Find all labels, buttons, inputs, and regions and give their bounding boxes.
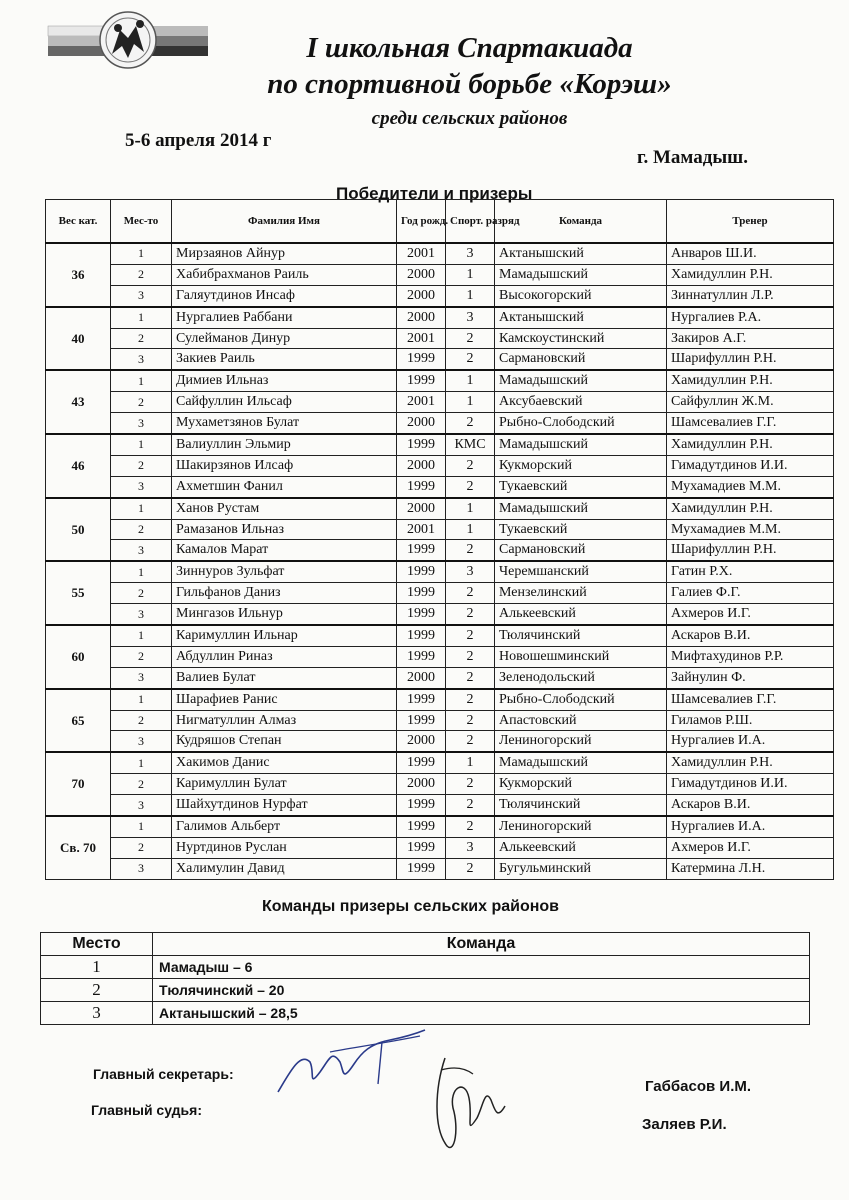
winner-place: 2 [111,328,172,349]
winner-place: 1 [111,561,172,582]
winner-rank: 2 [446,816,495,837]
teams-body [41,956,810,1025]
winner-rank: 2 [446,540,495,561]
winner-coach: Нургалиев И.А. [667,816,834,837]
winner-team: Высокогорский [495,285,667,306]
winner-rank: 1 [446,264,495,285]
winner-row [46,667,834,688]
winner-team: Сармановский [495,349,667,370]
winner-rank: 3 [446,243,495,264]
teams-title: Команды призеры сельских районов [262,898,560,915]
winner-row [46,243,834,264]
winner-row [46,392,834,413]
winner-row [46,731,834,752]
winner-team: Рыбно-Слободский [495,413,667,434]
winner-team: Аксубаевский [495,392,667,413]
winner-name: Мингазов Ильнур [172,604,397,625]
winner-row [46,795,834,816]
weight-category: 36 [46,243,111,307]
winner-year: 2000 [397,731,446,752]
winner-team: Мамадышский [495,498,667,519]
winner-row [46,646,834,667]
judge-label: Главный судья: [91,1102,202,1118]
team-row [41,956,810,979]
winner-year: 1999 [397,837,446,858]
winner-year: 2001 [397,328,446,349]
winner-year: 1999 [397,710,446,731]
winner-name: Ахметшин Фанил [172,476,397,497]
winner-place: 3 [111,476,172,497]
winner-coach: Шамсевалиев Г.Г. [667,689,834,710]
winner-name: Закиев Раиль [172,349,397,370]
winner-place: 1 [111,370,172,391]
winner-year: 1999 [397,858,446,879]
winner-coach: Шарифуллин Р.Н. [667,540,834,561]
winner-rank: 3 [446,837,495,858]
winner-rank: 3 [446,307,495,328]
weight-category: 60 [46,625,111,689]
winner-rank: 1 [446,519,495,540]
weight-category: 55 [46,561,111,625]
winner-team: Мамадышский [495,434,667,455]
winner-row [46,561,834,582]
winner-team: Тюлячинский [495,795,667,816]
winner-team: Рыбно-Слободский [495,689,667,710]
winner-rank: КМС [446,434,495,455]
winner-team: Алькеевский [495,604,667,625]
winner-name: Кудряшов Степан [172,731,397,752]
winner-team: Алькеевский [495,837,667,858]
winner-coach: Мухамадиев М.М. [667,519,834,540]
winner-name: Мухаметзянов Булат [172,413,397,434]
winner-rank: 2 [446,413,495,434]
winner-name: Шайхутдинов Нурфат [172,795,397,816]
winner-team: Мензелинский [495,583,667,604]
winner-row [46,264,834,285]
winner-row [46,370,834,391]
winner-team: Тюлячинский [495,625,667,646]
winner-coach: Сайфуллин Ж.М. [667,392,834,413]
winner-coach: Зиннатуллин Л.Р. [667,285,834,306]
winner-year: 1999 [397,604,446,625]
winner-name: Нуртдинов Руслан [172,837,397,858]
winner-row [46,519,834,540]
winner-coach: Ахмеров И.Г. [667,604,834,625]
winner-place: 3 [111,795,172,816]
winner-year: 1999 [397,370,446,391]
winner-coach: Гимадутдинов И.И. [667,455,834,476]
weight-category: Св. 70 [46,816,111,879]
winner-year: 2001 [397,243,446,264]
winner-coach: Шамсевалиев Г.Г. [667,413,834,434]
winner-rank: 2 [446,646,495,667]
winner-row [46,413,834,434]
winner-name: Халимулин Давид [172,858,397,879]
winner-rank: 2 [446,858,495,879]
winner-name: Валиуллин Эльмир [172,434,397,455]
winner-place: 3 [111,413,172,434]
winner-place: 1 [111,752,172,773]
winner-coach: Нургалиев Р.А. [667,307,834,328]
col-coach: Тренер [667,200,834,244]
winner-place: 2 [111,392,172,413]
winners-header-row [46,200,834,244]
winner-row [46,689,834,710]
winner-name: Каримуллин Булат [172,774,397,795]
winner-year: 2000 [397,498,446,519]
winner-place: 1 [111,816,172,837]
secretary-name: Габбасов И.М. [645,1078,752,1095]
winner-year: 1999 [397,561,446,582]
winner-team: Камскоустинский [495,328,667,349]
col-place: Мес-то [111,200,172,244]
winner-year: 2001 [397,519,446,540]
winner-row [46,328,834,349]
winner-year: 2000 [397,413,446,434]
winner-team: Кукморский [495,774,667,795]
winner-year: 2000 [397,307,446,328]
winner-name: Зиннуров Зульфат [172,561,397,582]
winner-place: 2 [111,646,172,667]
weight-category: 43 [46,370,111,434]
teams-col-place: Место [41,933,153,956]
winner-place: 1 [111,498,172,519]
winner-place: 3 [111,540,172,561]
weight-category: 65 [46,689,111,753]
winner-name: Димиев Ильназ [172,370,397,391]
winner-team: Лениногорский [495,731,667,752]
winner-row [46,816,834,837]
winner-coach: Гатин Р.Х. [667,561,834,582]
winner-team: Мамадышский [495,264,667,285]
winner-coach: Гиламов Р.Ш. [667,710,834,731]
winner-rank: 3 [446,561,495,582]
winner-row [46,434,834,455]
winner-year: 1999 [397,434,446,455]
team-place: 1 [41,956,153,979]
winner-name: Рамазанов Ильназ [172,519,397,540]
title-line-1: I школьная Спартакиада [306,32,633,64]
winner-row [46,774,834,795]
winner-rank: 2 [446,710,495,731]
winners-title: Победители и призеры [336,184,533,203]
winner-team: Мамадышский [495,752,667,773]
winner-place: 2 [111,774,172,795]
winner-year: 1999 [397,816,446,837]
winner-coach: Галиев Ф.Г. [667,583,834,604]
winner-coach: Закиров А.Г. [667,328,834,349]
winners-body [46,243,834,879]
winner-name: Каримуллин Ильнар [172,625,397,646]
team-name: Актанышский – 28,5 [153,1002,810,1025]
team-place: 2 [41,979,153,1002]
team-place: 3 [41,1002,153,1025]
winner-row [46,625,834,646]
winner-row [46,498,834,519]
winner-rank: 2 [446,455,495,476]
winner-rank: 2 [446,795,495,816]
winner-row [46,604,834,625]
winner-team: Тукаевский [495,476,667,497]
winner-rank: 2 [446,604,495,625]
winner-name: Ханов Рустам [172,498,397,519]
judge-name: Заляев Р.И. [642,1116,727,1133]
winner-team: Актанышский [495,307,667,328]
teams-col-team: Команда [153,933,810,956]
winner-coach: Хамидуллин Р.Н. [667,264,834,285]
winner-coach: Шарифуллин Р.Н. [667,349,834,370]
winner-rank: 2 [446,583,495,604]
winner-coach: Хамидуллин Р.Н. [667,498,834,519]
winner-year: 1999 [397,795,446,816]
winner-rank: 2 [446,328,495,349]
winner-name: Абдуллин Риназ [172,646,397,667]
winner-team: Зеленодольский [495,667,667,688]
winner-row [46,540,834,561]
winners-table [45,199,834,880]
winner-team: Мамадышский [495,370,667,391]
winner-row [46,752,834,773]
winner-coach: Хамидуллин Р.Н. [667,370,834,391]
col-name: Фамилия Имя [172,200,397,244]
winner-year: 2000 [397,667,446,688]
winner-rank: 2 [446,349,495,370]
winner-team: Лениногорский [495,816,667,837]
event-city: г. Мамадыш. [637,147,748,168]
winner-team: Черемшанский [495,561,667,582]
winner-coach: Нургалиев И.А. [667,731,834,752]
winner-coach: Гимадутдинов И.И. [667,774,834,795]
winner-year: 1999 [397,476,446,497]
winner-year: 1999 [397,540,446,561]
winner-name: Шарафиев Ранис [172,689,397,710]
winner-name: Галимов Альберт [172,816,397,837]
col-cat: Вес кат. [46,200,111,244]
winner-name: Валиев Булат [172,667,397,688]
winner-rank: 2 [446,731,495,752]
winner-name: Нургалиев Раббани [172,307,397,328]
winner-place: 3 [111,667,172,688]
winner-name: Камалов Марат [172,540,397,561]
winner-place: 3 [111,285,172,306]
title-line-2: по спортивной борьбе «Корэш» [267,68,672,100]
winner-name: Сайфуллин Ильсаф [172,392,397,413]
winner-row [46,476,834,497]
winner-year: 1999 [397,752,446,773]
winner-rank: 2 [446,667,495,688]
winner-name: Сулейманов Динур [172,328,397,349]
winner-name: Нигматуллин Алмаз [172,710,397,731]
winner-year: 1999 [397,583,446,604]
winner-place: 1 [111,625,172,646]
winner-year: 2000 [397,774,446,795]
winner-place: 2 [111,837,172,858]
winner-team: Бугульминский [495,858,667,879]
winner-year: 2000 [397,285,446,306]
col-year: Год рожд. [397,200,446,244]
winner-year: 2001 [397,392,446,413]
winner-place: 1 [111,434,172,455]
winner-coach: Мухамадиев М.М. [667,476,834,497]
winner-rank: 1 [446,392,495,413]
winner-rank: 2 [446,625,495,646]
winner-coach: Хамидуллин Р.Н. [667,434,834,455]
winner-place: 2 [111,519,172,540]
weight-category: 70 [46,752,111,816]
winner-team: Сармановский [495,540,667,561]
winner-name: Шакирзянов Илсаф [172,455,397,476]
winner-team: Новошешминский [495,646,667,667]
team-name: Тюлячинский – 20 [153,979,810,1002]
secretary-label: Главный секретарь: [93,1066,234,1082]
event-date: 5-6 апреля 2014 г [125,130,272,151]
winner-coach: Ахмеров И.Г. [667,837,834,858]
winner-row [46,455,834,476]
winner-place: 1 [111,689,172,710]
winner-row [46,583,834,604]
winner-place: 3 [111,858,172,879]
winner-year: 2000 [397,264,446,285]
winner-rank: 1 [446,370,495,391]
winner-coach: Аскаров В.И. [667,625,834,646]
weight-category: 50 [46,498,111,562]
teams-table [40,932,810,1025]
team-row [41,979,810,1002]
secretary-signature [270,1022,430,1102]
winner-place: 2 [111,264,172,285]
winner-name: Мирзаянов Айнур [172,243,397,264]
winner-name: Хакимов Данис [172,752,397,773]
teams-header-row [41,933,810,956]
winner-rank: 2 [446,774,495,795]
winner-team: Апастовский [495,710,667,731]
winner-row [46,837,834,858]
winner-row [46,307,834,328]
winner-place: 2 [111,583,172,604]
weight-category: 40 [46,307,111,371]
winner-coach: Анваров Ш.И. [667,243,834,264]
winner-rank: 2 [446,476,495,497]
winner-coach: Мифтахудинов Р.Р. [667,646,834,667]
winner-row [46,710,834,731]
winner-team: Кукморский [495,455,667,476]
winner-rank: 2 [446,689,495,710]
winner-rank: 1 [446,498,495,519]
winner-place: 1 [111,243,172,264]
judge-signature [425,1048,515,1158]
winner-coach: Зайнулин Ф. [667,667,834,688]
weight-category: 46 [46,434,111,498]
winner-place: 3 [111,731,172,752]
winner-row [46,349,834,370]
col-team: Команда [495,200,667,244]
winner-place: 1 [111,307,172,328]
winner-year: 2000 [397,455,446,476]
winner-rank: 1 [446,752,495,773]
winner-rank: 1 [446,285,495,306]
winner-coach: Катермина Л.Н. [667,858,834,879]
winner-coach: Аскаров В.И. [667,795,834,816]
winner-place: 2 [111,710,172,731]
winner-row [46,285,834,306]
winner-name: Галяутдинов Инсаф [172,285,397,306]
winner-team: Тукаевский [495,519,667,540]
winner-place: 2 [111,455,172,476]
winner-coach: Хамидуллин Р.Н. [667,752,834,773]
winner-row [46,858,834,879]
winner-team: Актанышский [495,243,667,264]
winner-year: 1999 [397,689,446,710]
winner-name: Гильфанов Даниз [172,583,397,604]
col-rank: Спорт. разряд [446,200,495,244]
winner-year: 1999 [397,349,446,370]
team-name: Мамадыш – 6 [153,956,810,979]
winner-place: 3 [111,349,172,370]
winner-place: 3 [111,604,172,625]
winner-year: 1999 [397,625,446,646]
winner-name: Хабибрахманов Раиль [172,264,397,285]
winner-year: 1999 [397,646,446,667]
title-line-3: среди сельских районов [371,108,568,129]
